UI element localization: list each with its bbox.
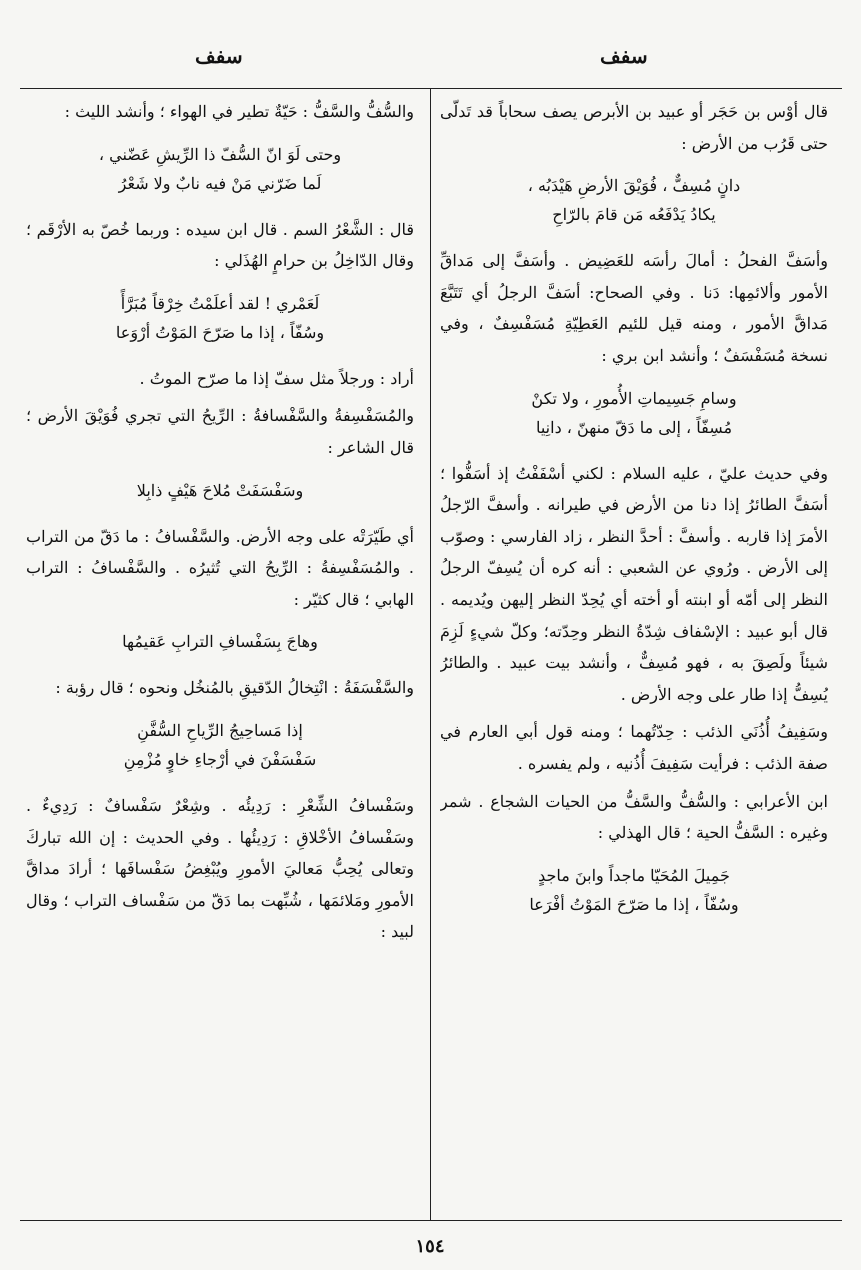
verse [26, 289, 414, 347]
page-number: ١٥٤ [415, 1236, 445, 1257]
verse [26, 627, 414, 656]
verse-line: مُسِفّاً ، إلى ما دَقّ منهنّ ، دانِيا [535, 417, 733, 437]
verse-line: وسُفّاً ، إذا ما صَرّحَ المَوْتُ أفْرَعا [529, 894, 739, 914]
verse-line: دانٍ مُسِفٌّ ، فُوَيْقَ الأرضِ هَيْدَبُه ، [527, 176, 741, 196]
verse-line: وسامِ جَسِيماتِ الأُمورِ ، ولا تكنْ [531, 388, 737, 408]
verse [26, 476, 414, 505]
paragraph: وسَفْسافُ الشِّعْرِ : رَدِيئُه . وشِعْرٌ سَفْسافٌ : رَدِيءٌ . وسَفْسافُ الأخْلاقِ : رَدِيئُها . وفي الحديث : إن الله تباركَ وتعالى يُحِبُّ مَعاليَ الأمورِ ويُبْغِضُ سَفْسافَها ؛ أرادَ مداقَّ الأمورِ ومَلائمَها ، شُبِّهت بما دَقّ من سَفْساف التراب ؛ وقال لبيد : [26, 795, 414, 942]
paragraph: وأسَفَّ الفحلُ : أمالَ رأسَه للعَضِيض . وأسَفَّ إلى مَداقِّ الأمور وألائمِها: دَنا . وفي الصحاح: أسَفَّ الرجلُ أي تَتَبَّعَ مَداقَّ الأمور ، ومنه قيل للئيم العَطِيّةِ مُسَفْسِفٌ ، وفي نسخة مُسَفْسَفٌ ؛ وأنشد ابن بري : [440, 251, 828, 365]
left-running-header: سفف [195, 44, 243, 68]
paragraph: أراد : ورجلاً مثل سفّ إذا ما صرّح الموتُ . [139, 368, 414, 388]
verse [440, 171, 828, 229]
verse [26, 140, 414, 198]
verse [440, 384, 828, 442]
verse-line: لَما ضَرّني مَنْ فيه نابٌ ولا شَعْرُ [118, 173, 322, 193]
paragraph: والسُّفُّ والسَّفُّ : حَيّةٌ تطير في الهواء ؛ وأنشد الليث : [64, 102, 414, 121]
verse-line: وسَفْسَفَتْ مُلاحَ هَيْفٍ ذابِلا [136, 480, 304, 500]
paragraph: والمُسَفْسِفةُ والسَّفْسافةُ : الرِّيحُ التي تجري فُوَيْقَ الأرض ؛ قال الشاعر : [26, 406, 414, 457]
verse-line: جَمِيلَ المُحَيّا ماجداً وابنَ ماجدٍ [538, 865, 730, 885]
top-rule [20, 88, 842, 89]
verse-line: وسُفّاً ، إذا ما صَرّحَ المَوْتُ أرْوَعا [115, 322, 325, 342]
paragraph: وسَفِيفُ أُذُنَي الذئب : حِدّتُهما ؛ ومنه قول أبي العارم في صفة الذئب : فرأيت سَفِيفَ أُذُنيه ، ولم يفسره . [440, 722, 828, 773]
paragraph: قال أوْس بن حَجَر أو عبيد بن الأبرص يصف سحاباً قد تَدلّى حتى قَرُب من الأرض : [440, 102, 828, 153]
verse [26, 716, 414, 774]
verse-line: لَعَمْري ! لقد أعلَمْتُ خِرْقاً مُبَرَّأً [120, 293, 320, 313]
verse-line: وهاجَ بِسَفْسافِ الترابِ عَقيمُها [122, 632, 318, 652]
paragraph: قال : الشَّعْرُ السم . قال ابن سيده : وربما خُصّ به الأرْقَم ؛ وقال الدّاخِلُ بن حرامٍ الهُذَلي : [26, 219, 414, 271]
right-running-header: سفف [600, 44, 648, 68]
verse-line: وحتى لَوَ انّ السُّفّ ذا الرِّيشِ عَضّني ، [98, 144, 342, 164]
verse [440, 861, 828, 919]
column-divider [430, 88, 431, 1220]
paragraph: أي طَيّرَتْه على وجه الأرض. والسَّفْسافُ : ما دَقّ من التراب . والمُسَفْسِفةُ : الرِّيحُ التي تُثيرُه . والسَّفْسافُ : التراب الهابي ؛ قال كثيّر : [26, 526, 414, 609]
paragraph: ابن الأعرابي : والسُّفُّ والسَّفُّ من الحيات الشجاع . شمر وغيره : السَّفُّ الحية ؛ قال الهذلي : [440, 791, 828, 843]
left-column [26, 96, 414, 1212]
paragraph: وفي حديث عليّ ، عليه السلام : لكني أسْفَفْتُ إذ أسَفُّوا ؛ أسَفَّ الطائرُ إذا دنا من الأرض في طيرانه . وأسفَّ الرّجلُ الأمرَ إذا قاربه . وأسفَّ : أحدَّ النظر ، زاد الفارسي : وصوّب إلى الأرض . ورُوي عن الشعبي : أنه كره أن يُسِفّ الرجلُ النظر إلى أمّه أو ابنته أو أخته أي يُحِدّ النظر إليهن ويُديمه . قال أبو عبيد : الإسْفاف شِدّةُ النظر وحِدّته؛ وكلّ شيءٍ لَزِمَ شيئاً ولَصِقَ به ، فهو مُسِفٌّ ، وأنشد بيت عبيد . والطائرُ يُسِفُّ إذا طار على وجه الأرض . [440, 463, 828, 704]
verse-line: سَفْسَفْنَ في أرْجاءِ خاوٍ مُزْمِنِ [123, 749, 317, 769]
verse-line: إذا مَساحِيجُ الرِّياحِ السُّفَّنِ [137, 720, 303, 740]
right-column [440, 96, 828, 1212]
paragraph: والسَّفْسَفَةُ : انْتِخالُ الدّقيقِ بالمُنخُل ونحوه ؛ قال رؤبة : [55, 678, 414, 698]
verse-line: يكادُ يَدْفَعُه مَن قامَ بالرّاحِ [552, 205, 716, 225]
bottom-rule [20, 1220, 842, 1221]
